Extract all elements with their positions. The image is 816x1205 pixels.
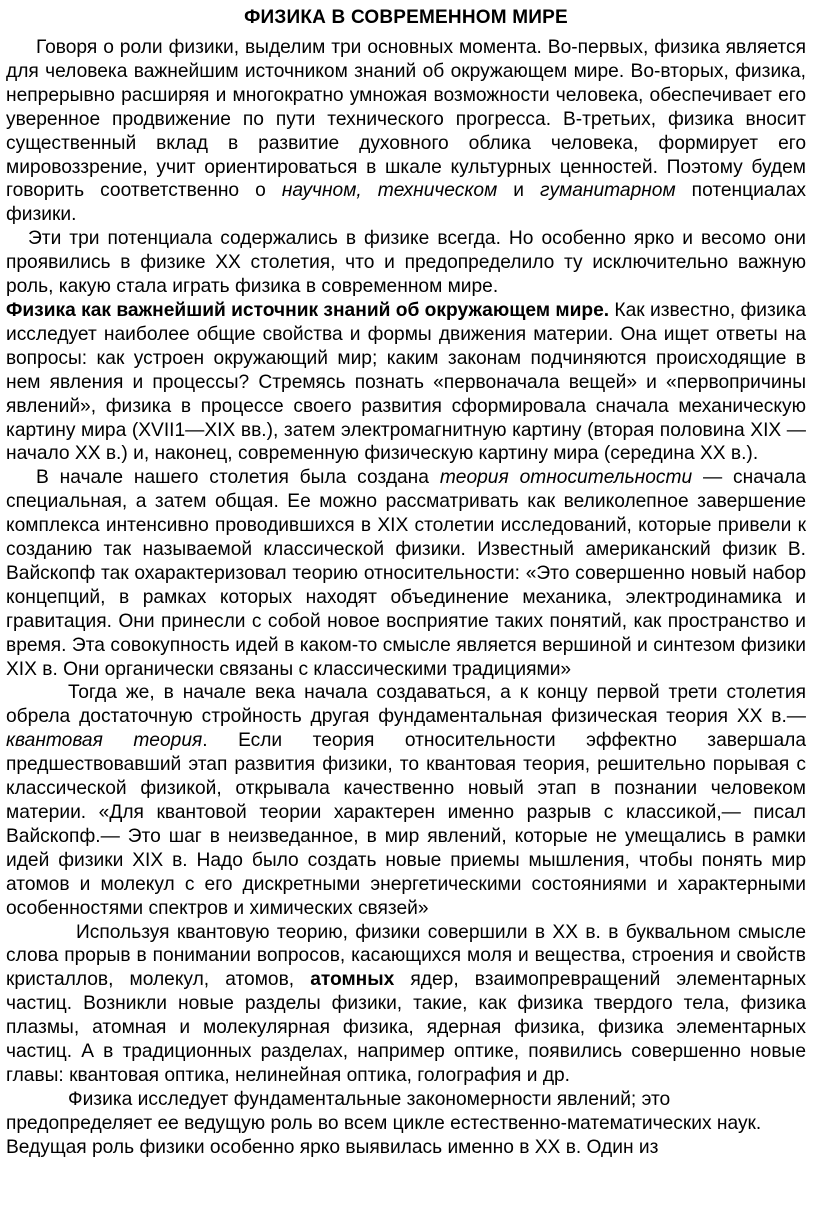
paragraph-text: . Если теория относительности эффектно завершала предшествовавший этап развития физики, то квантовая теория, решительно порывая с классической физикой, открывала качественно новый этап в познании человеком материи. «Для квантовой теории характерен именно разрыв с классикой,— писал Вайскопф.— Это шаг в неизведанное, в мир явлений, которые не умещались в рамки идей физики XIX в. Надо было создать новые приемы мышления, чтобы понять мир атомов и молекул с его дискретными энергетическими состояниями и характерными особенностями спектров и химических связей»	[6, 730, 806, 919]
italic-term: гуманитарном	[540, 180, 676, 202]
paragraph-text: Используя квантовую теорию, физики совершили в XX в. в буквальном смысле слова прорыв в понимании вопросов, касающихся моля и вещества, строения и свойств кристаллов, молекул, атомов,	[6, 921, 806, 991]
section-heading: Физика как важнейший источник знаний об окружающем мире.	[6, 299, 610, 321]
paragraph-text: В начале нашего столетия была создана	[36, 467, 440, 489]
paragraph-text: и	[497, 180, 541, 202]
italic-term: квантовая теория	[6, 730, 203, 752]
paragraph-intro	[6, 36, 806, 227]
paragraph-relativity	[6, 466, 806, 681]
paragraph-quantum-breakthrough	[6, 921, 806, 1088]
paragraph-text: ядер, взаимопревращений элементарных частиц. Возникли новые разделы физики, такие, как физика твердого тела, физика плазмы, атомная и молекулярная физика, ядерная физика, физика элементарных частиц. А в традиционных разделах, например оптике, появились совершенно новые главы: квантовая оптика, нелинейная оптика, голография и др.	[6, 969, 806, 1086]
paragraph-text: Говоря о роли физики, выделим три основных момента. Во-первых, физика является для человека важнейшим источником знаний об окружающем мире. Во-вторых, физика, непрерывно расширяя и многократно умножая возможности человека, обеспечивает его уверенное продвижение по пути технического прогресса. В-третьих, физика вносит существенный вклад в развитие духовного облика человека, формирует его мировоззрение, учит ориентироваться в шкале культурных ценностей. Поэтому будем говорить соответственно о	[6, 37, 806, 202]
italic-term: научном, техническом	[281, 180, 498, 202]
paragraph-knowledge-source	[6, 299, 806, 466]
italic-term: теория относительности	[439, 467, 693, 489]
document-title: ФИЗИКА В СОВРЕМЕННОМ МИРЕ	[244, 7, 568, 28]
paragraph-quantum-theory	[6, 681, 806, 920]
paragraph-text: — сначала специальная, а затем общая. Ее можно рассматривать как великолепное завершение комплекса интенсивно проводившихся в XIX столетии исследований, которые привели к созданию так называемой классической физики. Известный американский физик В. Вайскопф так охарактеризовал теорию относительности: «Это совершенно новый набор концепций, в рамках которых находят объединение механика, электродинамика и гравитация. Они принесли с собой новое восприятие таких понятий, как пространство и время. Эта совокупность идей в каком-то смысле является вершиной и синтезом физики XIX в. Они органически связаны с классическими традициями»	[6, 467, 806, 680]
paragraph-text: Как известно, физика исследует наиболее общие свойства и формы движения материи. Она ищет ответы на вопросы: как устроен окружающий мир; каким законам подчиняются происходящие в нем явления и процессы? Стремясь познать «первоначала вещей» и «первопричины явлений», физика в процессе своего развития сформировала сначала механическую картину мира (XVII1—XIX вв.), затем электромагнитную картину (вторая половина XIX — начало XX в.) и, наконец, современную физическую картину мира (середина XX в.).	[6, 299, 806, 465]
paragraph-leading-role: Физика исследует фундаментальные закономерности явлений; это предопределяет ее ведущую роль во всем цикле естественно-математических наук. Ведущая роль физики особенно ярко выявилась именно в XX в. Один из	[6, 1088, 762, 1158]
paragraph-text: потенциалах физики.	[6, 180, 806, 226]
paragraph-text: Тогда же, в начале века начала создаваться, а к концу первой трети столетия обрела достаточную стройность другая фундаментальная физическая теория XX в.—	[6, 682, 806, 728]
bold-term: атомных	[310, 969, 395, 991]
paragraph-three-potentials: Эти три потенциала содержались в физике всегда. Но особенно ярко и весомо они проявились в физике XX столетия, что и предопределило ту исключительно важную роль, какую стала играть физика в современном мире.	[6, 228, 806, 298]
